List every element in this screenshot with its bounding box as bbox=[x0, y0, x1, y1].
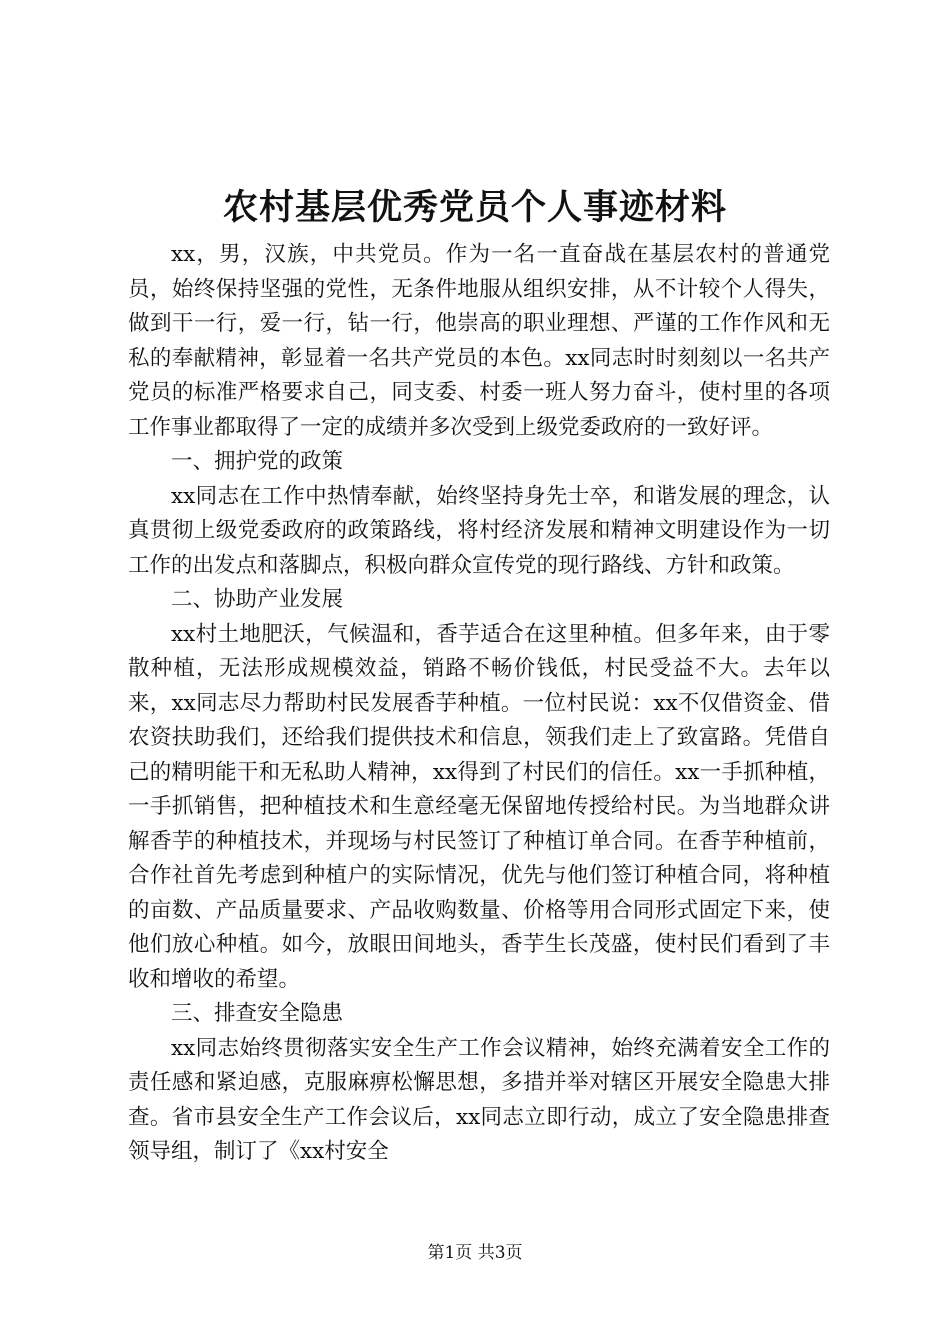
document-body bbox=[128, 238, 830, 1170]
section-body-3: xx同志始终贯彻落实安全生产工作会议精神，始终充满着安全工作的责任感和紧迫感，克服麻痹松懈思想，多措并举对辖区开展安全隐患大排查。省市县安全生产工作会议后，xx同志立即行动，成立了安全隐患排查领导组，制订了《xx村安全 bbox=[128, 1035, 830, 1164]
section-heading-1: 一、拥护党的政策 bbox=[171, 449, 344, 474]
intro-paragraph: xx，男，汉族，中共党员。作为一名一直奋战在基层农村的普通党员，始终保持坚强的党性，无条件地服从组织安排，从不计较个人得失，做到干一行，爱一行，钻一行，他崇高的职业理想、严谨的工作作风和无私的奉献精神，彰显着一名共产党员的本色。xx同志时时刻刻以一名共产党员的标准严格要求自己，同支委、村委一班人努力奋斗，使村里的各项工作事业都取得了一定的成绩并多次受到上级党委政府的一致好评。 bbox=[128, 242, 830, 440]
section-body-2: xx村土地肥沃，气候温和，香芋适合在这里种植。但多年来，由于零散种植，无法形成规模效益，销路不畅价钱低，村民受益不大。去年以来，xx同志尽力帮助村民发展香芋种植。一位村民说：xx不仅借资金、借农资扶助我们，还给我们提供技术和信息，领我们走上了致富路。凭借自己的精明能干和无私助人精神，xx得到了村民们的信任。xx一手抓种植，一手抓销售，把种植技术和生意经毫无保留地传授给村民。为当地群众讲解香芋的种植技术，并现场与村民签订了种植订单合同。在香芋种植前，合作社首先考虑到种植户的实际情况，优先与他们签订种植合同，将种植的亩数、产品质量要求、产品收购数量、价格等用合同形式固定下来，使他们放心种植。如今，放眼田间地头，香芋生长茂盛，使村民们看到了丰收和增收的希望。 bbox=[128, 621, 830, 992]
document-title: 农村基层优秀党员个人事迹材料 bbox=[222, 187, 727, 228]
section-heading-3: 三、排查安全隐患 bbox=[171, 1001, 344, 1026]
section-heading-2: 二、协助产业发展 bbox=[171, 587, 344, 612]
section-body-1: xx同志在工作中热情奉献，始终坚持身先士卒，和谐发展的理念，认真贯彻上级党委政府的政策路线，将村经济发展和精神文明建设作为一切工作的出发点和落脚点，积极向群众宣传党的现行路线、方针和政策。 bbox=[128, 483, 830, 578]
page-footer: 第1页 共3页 bbox=[427, 1243, 523, 1263]
